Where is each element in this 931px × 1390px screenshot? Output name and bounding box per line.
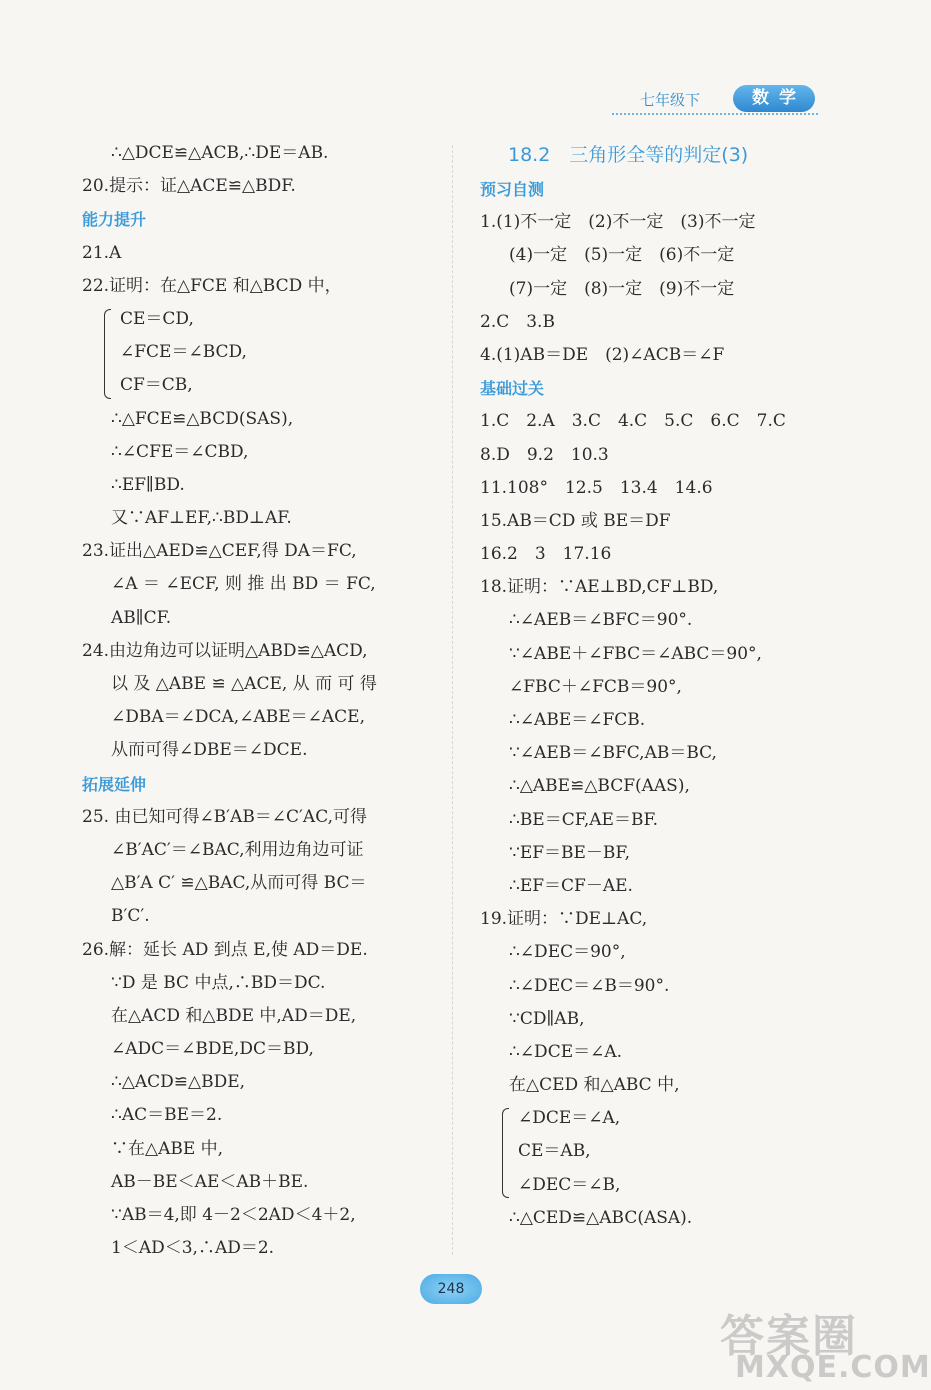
answer-line: 22.证明：在△FCE 和△BCD 中， [82,275,342,296]
answer-line: ∴△CED≌△ABC(ASA). [509,1207,693,1228]
answer-line: 又∵AF⊥EF,∴BD⊥AF. [111,508,292,529]
answer-line: ∠A ＝ ∠ECF, 则 推 出 BD ＝ FC, [111,574,376,595]
right-answer-column [480,137,840,1235]
answer-line: B′C′. [111,906,150,927]
answer-line: ∵AB＝4,即 4－2＜2AD＜4＋2, [111,1205,356,1225]
answer-line: ∴△ABE≌△BCF(AAS), [509,776,690,797]
answer-line: AB－BE＜AE＜AB＋BE. [111,1171,309,1192]
answer-line: ∵D 是 BC 中点,∴BD＝DC. [111,972,326,993]
section-heading: 能力提升 [82,210,147,230]
header-rule [612,113,818,115]
answer-line: ∴∠DCE＝∠A. [509,1041,623,1062]
answer-line: CE＝CD, [120,308,194,329]
answer-line: ∴∠CFE＝∠CBD, [111,441,249,462]
answer-line: ∴EF∥BD. [111,474,185,495]
answer-line: 20.提示：证△ACE≌△BDF. [82,176,296,197]
answer-line: AB∥CF. [111,607,172,628]
answer-line: ∠ADC＝∠BDE,DC＝BD, [111,1039,314,1060]
answer-line: ∴AC＝BE＝2. [111,1105,223,1126]
grade-label: 七年级下 [640,91,701,109]
answer-line: (7)一定 (8)一定 (9)不一定 [509,278,735,299]
equation-brace [502,1108,509,1198]
section-heading: 拓展延伸 [82,774,147,794]
answer-line: ∵∠AEB＝∠BFC,AB＝BC, [509,743,717,764]
answer-line: ∠DEC＝∠B, [518,1174,621,1195]
section-heading: 基础过关 [480,379,545,399]
answer-line: ∴BE＝CF,AE＝BF. [509,809,659,830]
watermark-logo: 答案圈 [720,1311,858,1362]
answer-line: 24.由边角边可以证明△ABD≌△ACD, [82,640,368,661]
answer-line: CE＝AB, [518,1141,591,1162]
answer-line: ∴EF＝CF－AE. [509,875,633,896]
answer-line: 19.证明：∵DE⊥AC, [480,909,648,930]
answer-line: 23.证出△AED≌△CEF,得 DA＝FC, [82,541,357,562]
answer-line: ∠DCE＝∠A, [518,1108,621,1129]
answer-line: (4)一定 (5)一定 (6)不一定 [509,245,735,266]
answer-line: △B′A C′ ≌△BAC,从而可得 BC＝ [111,873,367,894]
answer-line: 1.C 2.A 3.C 4.C 5.C 6.C 7.C [480,411,786,432]
answer-line: ∴△DCE≌△ACB,∴DE＝AB. [111,143,329,163]
answer-line: ∵CD∥AB, [509,1008,585,1029]
answer-line: ∠B′AC′＝∠BAC,利用边角边可证 [111,839,364,860]
answer-line: ∵EF＝BE－BF, [509,842,630,863]
answer-line: 4.(1)AB＝DE (2)∠ACB＝∠F [480,344,725,365]
answer-line: 16.2 3 17.16 [480,544,612,565]
answer-line: ∴∠AEB＝∠BFC＝90°. [509,610,693,631]
answer-line: 26.解：延长 AD 到点 E,使 AD＝DE. [82,939,368,960]
answer-line: ∴△ACD≌△BDE, [111,1072,246,1093]
answer-line: 15.AB＝CD 或 BE＝DF [480,510,671,531]
answer-line: ∠DBA＝∠DCA,∠ABE＝∠ACE, [111,707,365,728]
answer-line: 以 及 △ABE ≌ △ACE, 从 而 可 得 [111,674,377,694]
answer-line: CF＝CB, [120,375,193,396]
watermark-url: MXQE.COM [735,1350,931,1385]
answer-line: 8.D 9.2 10.3 [480,444,609,465]
left-answer-column [82,137,442,1265]
answer-line: ∵在△ABE 中, [111,1138,224,1159]
column-divider [452,145,453,1255]
answer-line: ∠FCE＝∠BCD, [120,342,247,363]
answer-line: 11.108° 12.5 13.4 14.6 [480,477,713,498]
answer-line: 2.C 3.B [480,311,555,332]
subject-badge: 数学 [733,85,815,112]
answer-line: 在△CED 和△ABC 中, [509,1075,680,1096]
answer-line: 从而可得∠DBE＝∠DCE. [111,740,308,761]
answer-line: 在△ACD 和△BDE 中,AD＝DE, [111,1005,357,1026]
answer-line: ∴△FCE≌△BCD(SAS), [111,408,294,429]
answer-line: 18.证明：∵AE⊥BD,CF⊥BD, [480,577,719,598]
answer-line: ∵∠ABE＋∠FBC＝∠ABC＝90°, [509,643,762,664]
answer-line: ∠FBC＋∠FCB＝90°, [509,676,682,697]
answer-line: ∴∠DEC＝90°, [509,942,626,963]
answer-line: ∴∠ABE＝∠FCB. [509,710,646,730]
answer-line: 21.A [82,242,122,263]
answer-line: 25. 由已知可得∠B′AB＝∠C′AC,可得 [82,806,367,827]
equation-brace [104,309,111,399]
answer-line: 1.(1)不一定 (2)不一定 (3)不一定 [480,212,756,233]
section-heading: 预习自测 [480,180,545,199]
section-title: 18.2 三角形全等的判定(3) [508,144,749,166]
answer-line: ∴∠DEC＝∠B＝90°. [509,975,670,996]
answer-line: 1＜AD＜3,∴AD＝2. [111,1238,275,1259]
page-number: 248 [420,1274,482,1304]
